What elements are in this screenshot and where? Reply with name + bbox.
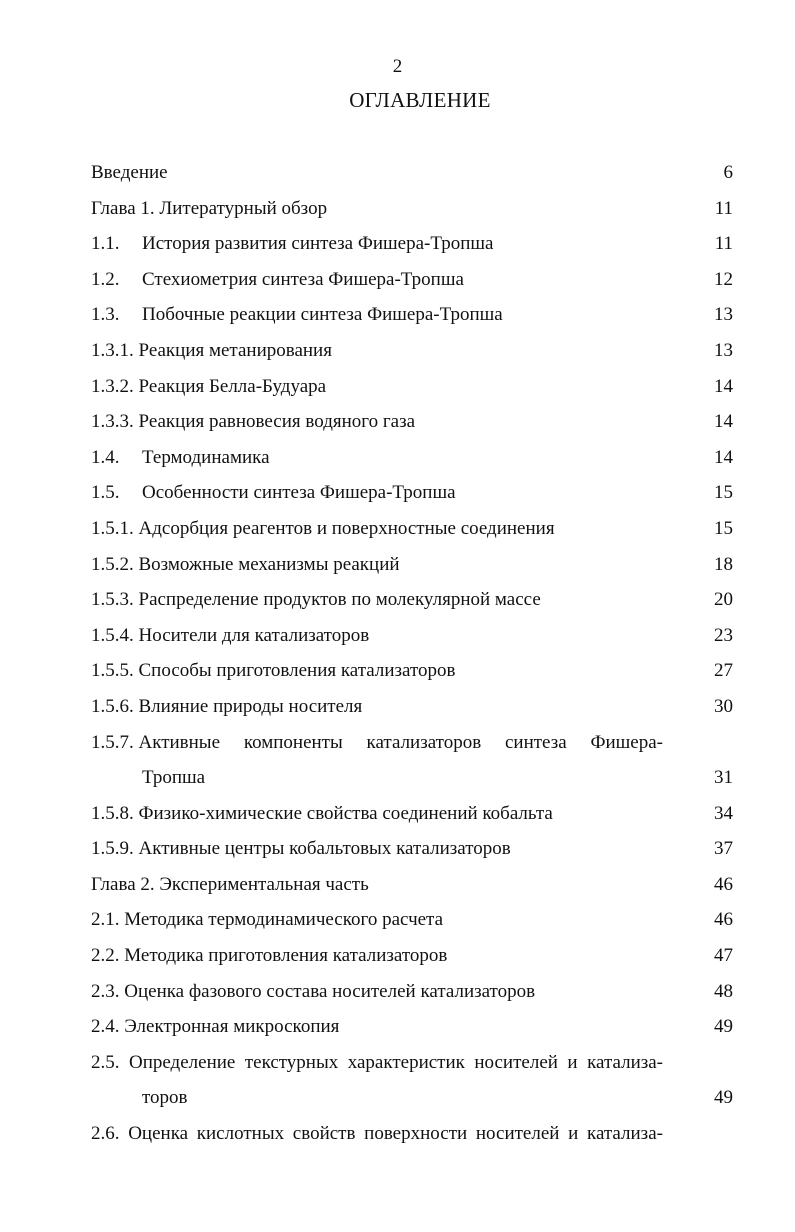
- toc-word: Определение: [128, 1051, 236, 1073]
- toc-entry-title: Глава 2. Экспериментальная часть: [91, 873, 369, 895]
- toc-entry: [91, 582, 741, 618]
- toc-entry-page: 14: [714, 446, 733, 468]
- toc-entry-number: 1.3.: [91, 304, 120, 326]
- toc-entry-multiline: [91, 1045, 741, 1116]
- toc-entry-label: Стехиометрия синтеза Фишера-Тропша: [142, 268, 464, 290]
- toc-word: носителей: [475, 1123, 560, 1145]
- toc-entry-title: 1.3.1. Реакция метанирования: [91, 339, 332, 361]
- page-number: 2: [392, 56, 403, 77]
- toc-entry: [91, 902, 741, 938]
- toc-entry-title: 1.5.3. Распределение продуктов по молекулярной массе: [91, 589, 541, 611]
- toc-entry-title: 1.3.2. Реакция Белла-Будуара: [91, 375, 327, 397]
- toc-entry: [91, 831, 741, 867]
- toc-word: 2.5.: [91, 1051, 120, 1073]
- toc-word: Фишера-: [590, 731, 663, 753]
- toc-entry: [91, 333, 741, 369]
- toc-word: синтеза: [504, 731, 567, 753]
- page-title: ОГЛАВЛЕНИЕ: [349, 88, 491, 112]
- toc-entry-title: 1.5.5. Способы приготовления катализаторов: [91, 660, 456, 682]
- toc-entry: [91, 369, 741, 405]
- toc-entry-page: 48: [714, 980, 733, 1002]
- toc-entry-page: 6: [723, 162, 733, 183]
- toc-entry: [91, 475, 741, 511]
- toc-entry-title: 1.5.4. Носители для катализаторов: [91, 624, 370, 646]
- toc-entry-title: 2.1. Методика термодинамического расчета: [91, 909, 444, 931]
- toc-entry-title: [91, 262, 464, 298]
- toc-entry-page: 13: [714, 339, 733, 361]
- toc-entry-page: 34: [714, 802, 733, 824]
- toc-entry-page: 14: [714, 411, 733, 433]
- toc-entry-page: 27: [714, 660, 733, 682]
- toc-entry-continuation-text: торов: [142, 1087, 188, 1109]
- toc-entry: [91, 440, 741, 476]
- toc-entry-title: Глава 1. Литературный обзор: [91, 197, 328, 219]
- toc-word: компоненты: [243, 731, 343, 753]
- toc-entry: [91, 297, 741, 333]
- toc-word: катализа-: [587, 1051, 663, 1073]
- toc-entry-title: 1.3.3. Реакция равновесия водяного газа: [91, 411, 416, 433]
- toc-word: характеристик: [347, 1051, 465, 1073]
- toc-entry-number: 1.2.: [91, 268, 120, 290]
- toc-entry-page: 13: [714, 304, 733, 326]
- toc-word: катализаторов: [366, 731, 482, 753]
- toc-entry: [91, 155, 741, 191]
- toc-entry: [91, 191, 741, 227]
- toc-entry-title: 2.2. Методика приготовления катализаторов: [91, 945, 448, 967]
- toc-word: поверхности: [364, 1123, 468, 1145]
- toc-entry-page: 14: [714, 375, 733, 397]
- toc-word: 1.5.7. Активные: [91, 731, 221, 753]
- toc-entry-title: Введение: [91, 162, 168, 183]
- toc-entry-page: 37: [714, 838, 733, 860]
- toc-entry-continuation: [91, 760, 741, 796]
- toc-entry-title: 2.4. Электронная микроскопия: [91, 1016, 340, 1038]
- toc-word: и: [568, 1123, 579, 1145]
- toc-entry-title: 2.3. Оценка фазового состава носителей катализаторов: [91, 980, 536, 1002]
- toc-entry: [91, 547, 741, 583]
- toc-entry-page: 11: [714, 197, 733, 219]
- toc-entry-title: 1.5.6. Влияние природы носителя: [91, 695, 363, 717]
- toc-entry: [91, 974, 741, 1010]
- toc-entry-page: 12: [714, 268, 733, 290]
- toc-entry-number: 1.1.: [91, 233, 120, 255]
- toc-entry-title: [91, 440, 270, 476]
- toc-entry-number: 1.4.: [91, 446, 120, 468]
- toc-entry-title: 1.5.1. Адсорбция реагентов и поверхностные соединения: [91, 517, 555, 539]
- toc-entry-page: 47: [714, 945, 733, 967]
- toc-entry-label: Побочные реакции синтеза Фишера-Тропша: [142, 304, 503, 326]
- toc-entry-page: 20: [714, 589, 733, 611]
- toc-word: свойств: [292, 1123, 356, 1145]
- toc-word: кислотных: [196, 1123, 285, 1145]
- toc-entry-page: 15: [714, 517, 733, 539]
- toc-entry-title: [91, 475, 456, 511]
- toc-entry-continuation-text: Тропша: [142, 767, 206, 789]
- toc-entry-multiline: [91, 725, 741, 796]
- toc-word: и: [567, 1051, 578, 1073]
- toc-word: текстурных: [244, 1051, 339, 1073]
- table-of-contents: [91, 155, 741, 1152]
- toc-entry-title: [91, 226, 493, 262]
- toc-entry: [91, 653, 741, 689]
- toc-entry-page: 18: [714, 553, 733, 575]
- toc-entry-title: 1.5.9. Активные центры кобальтовых катализаторов: [91, 838, 511, 860]
- toc-word: носителей: [474, 1051, 558, 1073]
- toc-entry-title: [91, 297, 503, 333]
- toc-entry-page: 31: [714, 767, 733, 789]
- toc-entry: [91, 404, 741, 440]
- toc-entry: [91, 689, 741, 725]
- toc-word: 2.6.: [91, 1123, 120, 1145]
- toc-entry-first-line: [91, 1045, 663, 1081]
- toc-entry-page: 49: [714, 1016, 733, 1038]
- toc-entry-title: 1.5.8. Физико-химические свойства соединений кобальта: [91, 802, 553, 824]
- toc-entry-page: 11: [714, 233, 733, 255]
- toc-entry-page: 23: [714, 624, 733, 646]
- toc-entry: [91, 262, 741, 298]
- toc-entry-page: 46: [714, 909, 733, 931]
- toc-entry: [91, 226, 741, 262]
- toc-entry-label: История развития синтеза Фишера-Тропша: [142, 233, 494, 255]
- toc-word: Оценка: [128, 1123, 189, 1145]
- toc-entry: [91, 511, 741, 547]
- toc-entry-page: 46: [714, 873, 733, 895]
- toc-entry: [91, 796, 741, 832]
- toc-entry-continuation: [91, 1080, 741, 1116]
- toc-entry: [91, 938, 741, 974]
- toc-entry-first-line: [91, 1116, 663, 1152]
- toc-entry-label: Особенности синтеза Фишера-Тропша: [142, 482, 456, 504]
- toc-entry-label: Термодинамика: [142, 446, 270, 468]
- toc-entry: [91, 618, 741, 654]
- toc-entry-first-line: [91, 725, 663, 761]
- toc-entry-page: 49: [714, 1087, 733, 1109]
- toc-entry-page: 15: [714, 482, 733, 504]
- toc-entry: [91, 1009, 741, 1045]
- toc-entry-title: 1.5.2. Возможные механизмы реакций: [91, 553, 400, 575]
- toc-entry-number: 1.5.: [91, 482, 120, 504]
- toc-entry-page: 30: [714, 695, 733, 717]
- toc-word: катализа-: [587, 1123, 663, 1145]
- toc-entry: [91, 867, 741, 903]
- toc-entry-multiline: [91, 1116, 741, 1152]
